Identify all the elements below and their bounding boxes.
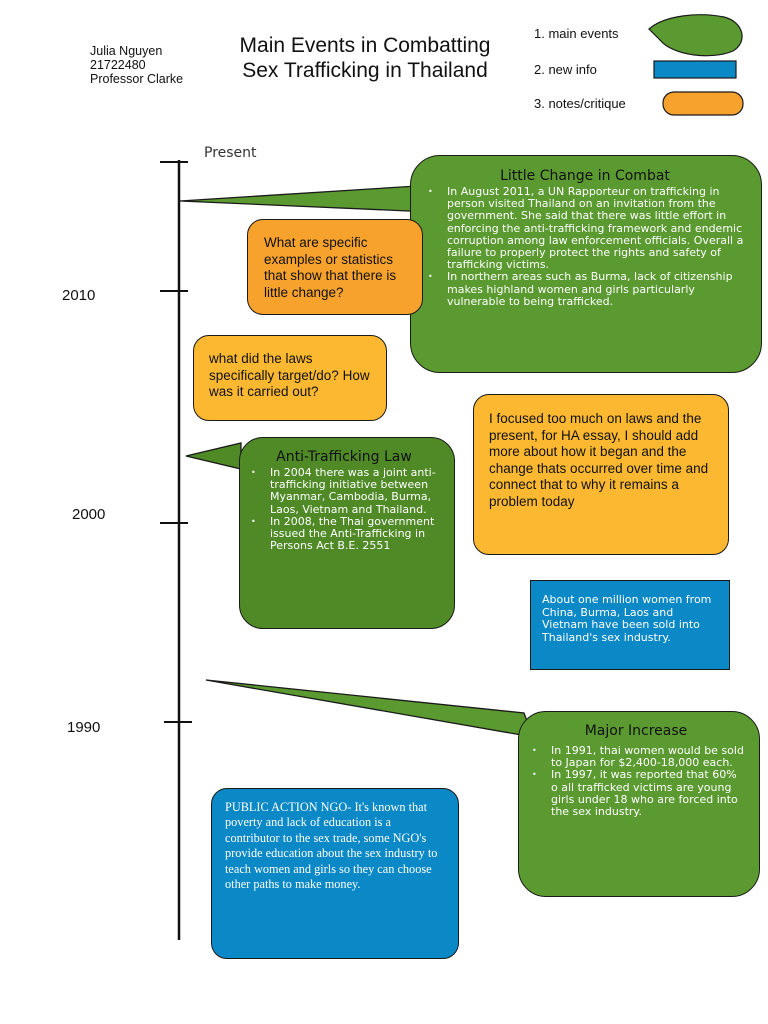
legend-label-new-info: 2. new info [534, 62, 597, 77]
event-bullet: • In northern areas such as Burma, lack of citizenship makes highland women and girls particularly vulnerable to being trafficked. [423, 271, 747, 308]
event-bullet-list [527, 745, 745, 818]
timeline-year-2000: 2000 [72, 506, 106, 523]
callout-tail-little-change [180, 186, 432, 212]
event-title: Little Change in Combat [500, 168, 670, 184]
info-box-public-action-ngo: PUBLIC ACTION NGO- It's known that poverty and lack of education is a contributor to the sex trade, some NGO's provide education about the sex industry to teach women and girls so they can choose other paths to make money. [211, 788, 459, 959]
callout-tail-major-increase [206, 680, 533, 737]
event-bullet: • In 2004 there was a joint anti-trafficking initiative between Myanmar, Cambodia, Burma, Laos, Vietnam and Thailand. [246, 467, 442, 516]
legend-new-info-swatch [654, 61, 736, 78]
author-block [90, 44, 183, 86]
page-title: Main Events in Combatting Sex Trafficking in Thailand [239, 34, 491, 82]
callout-tail-anti-trafficking [186, 443, 241, 469]
event-bullet: • In August 2011, a UN Rapporteur on trafficking in person visited Thailand on an invitation from the government. She said that there was little effort in enforcing the anti-trafficking framework and endemic corruption among law enforcement officials. Overall a failure to properly protect the rights and safety of trafficking victims. [423, 186, 747, 271]
event-title: Major Increase [584, 723, 688, 739]
event-bullet: • In 1991, thai women would be sold to Japan for $2,400-18,000 each. [527, 745, 745, 769]
note-box-essay-critique: I focused too much on laws and the present, for HA essay, I should add more about how it began and the change thats occurred over time and connect that to why it remains a problem today [473, 394, 729, 555]
legend-main-events-swatch [649, 15, 742, 56]
legend-label-main-events: 1. main events [534, 26, 619, 41]
event-bullet: • In 1997, it was reported that 60% o all trafficked victims are young girls under 18 who are forced into the sex industry. [527, 769, 745, 818]
event-box-little-change [410, 155, 762, 373]
event-title: Anti-Trafficking Law [276, 449, 412, 465]
timeline-year-1990: 1990 [67, 719, 101, 736]
event-bullet: • In 2008, the Thai government issued the Anti-Trafficking in Persons Act B.E. 2551 [246, 516, 442, 553]
event-bullet-list [423, 186, 747, 308]
timeline-year-2010: 2010 [62, 287, 96, 304]
legend-notes-swatch [663, 92, 743, 115]
event-box-major-increase [518, 711, 760, 897]
event-box-anti-trafficking [239, 437, 455, 629]
author-id: 21722480 [90, 58, 146, 72]
legend-label-notes: 3. notes/critique [534, 96, 626, 111]
timeline-present-label: Present [204, 145, 257, 161]
author-name: Julia Nguyen [90, 44, 163, 58]
info-box-one-million: About one million women from China, Burma, Laos and Vietnam have been sold into Thailand's sex industry. [530, 580, 730, 670]
note-box-laws-target: what did the laws specifically target/do? How was it carried out? [193, 335, 387, 421]
note-box-specific-examples: What are specific examples or statistics that show that there is little change? [247, 219, 423, 315]
professor-name: Professor Clarke [90, 72, 184, 86]
event-bullet-list [246, 467, 442, 552]
